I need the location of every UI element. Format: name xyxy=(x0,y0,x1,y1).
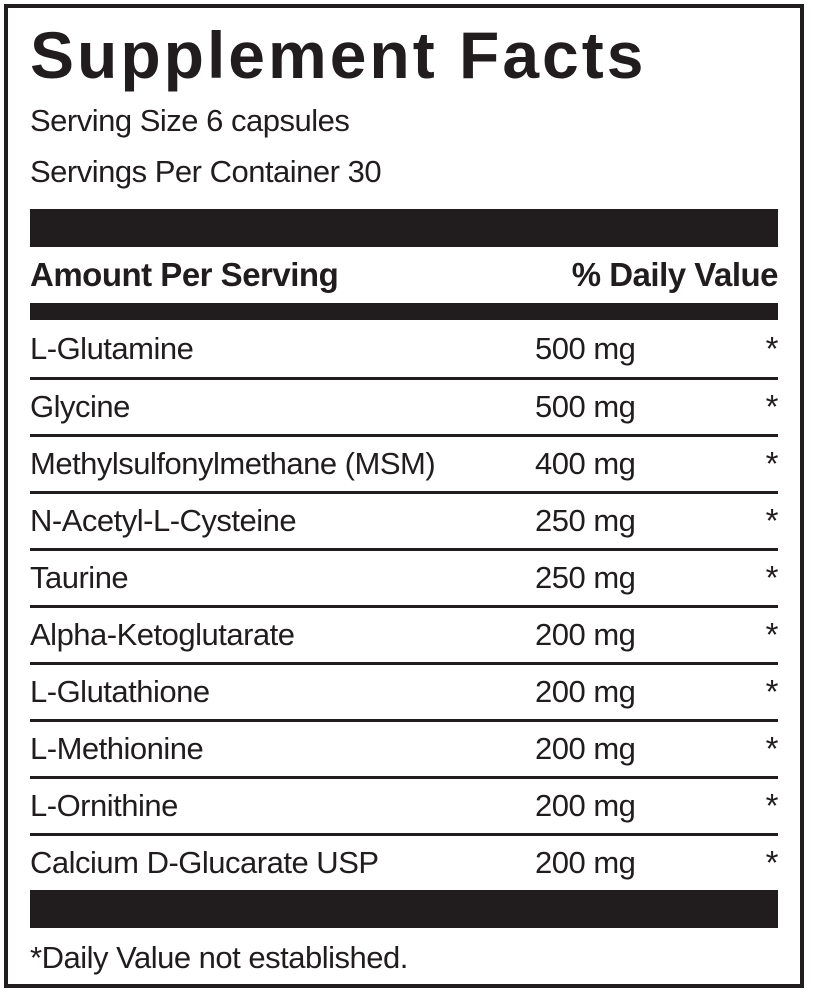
ingredient-row xyxy=(30,719,778,776)
ingredient-name: N-Acetyl-L-Cysteine xyxy=(30,503,297,539)
divider-bar-top xyxy=(30,209,778,247)
ingredient-name: Glycine xyxy=(30,389,130,425)
ingredient-amount: 200 mg xyxy=(535,617,636,653)
ingredient-row xyxy=(30,776,778,833)
table-column-header xyxy=(30,247,778,303)
daily-value-asterisk: * xyxy=(765,559,778,597)
daily-value-asterisk: * xyxy=(765,502,778,540)
daily-value-asterisk: * xyxy=(765,787,778,825)
ingredient-row xyxy=(30,662,778,719)
ingredient-amount: 500 mg xyxy=(535,330,636,366)
daily-value-asterisk: * xyxy=(765,673,778,711)
ingredient-row xyxy=(30,320,778,377)
daily-value-asterisk: * xyxy=(765,844,778,882)
daily-value-asterisk: * xyxy=(765,616,778,654)
ingredient-amount: 200 mg xyxy=(535,674,636,710)
amount-per-serving-header: Amount Per Serving xyxy=(30,256,339,294)
daily-value-header: % Daily Value xyxy=(571,256,778,294)
ingredient-name: L-Methionine xyxy=(30,731,204,767)
divider-bar-bottom xyxy=(30,890,778,928)
ingredient-row xyxy=(30,605,778,662)
servings-per-container-text: Servings Per Container 30 xyxy=(30,154,382,190)
serving-size-text: Serving Size 6 capsules xyxy=(30,103,350,139)
ingredient-row xyxy=(30,833,778,890)
ingredient-amount: 200 mg xyxy=(535,845,636,881)
ingredient-name: Methylsulfonylmethane (MSM) xyxy=(30,446,436,482)
daily-value-asterisk: * xyxy=(765,329,778,367)
ingredient-name: L-Ornithine xyxy=(30,788,178,824)
ingredient-amount: 400 mg xyxy=(535,446,636,482)
supplement-facts-label xyxy=(4,4,804,988)
ingredient-amount: 500 mg xyxy=(535,389,636,425)
ingredient-name: L-Glutathione xyxy=(30,674,210,710)
daily-value-asterisk: * xyxy=(765,445,778,483)
ingredient-name: Calcium D-Glucarate USP xyxy=(30,845,379,881)
label-title: Supplement Facts xyxy=(30,18,647,92)
ingredient-table xyxy=(30,320,778,890)
daily-value-footnote: *Daily Value not established. xyxy=(30,940,408,976)
ingredient-name: Alpha-Ketoglutarate xyxy=(30,617,295,653)
ingredient-amount: 250 mg xyxy=(535,503,636,539)
daily-value-asterisk: * xyxy=(765,730,778,768)
ingredient-amount: 250 mg xyxy=(535,560,636,596)
ingredient-amount: 200 mg xyxy=(535,788,636,824)
ingredient-row xyxy=(30,377,778,434)
daily-value-asterisk: * xyxy=(765,388,778,426)
ingredient-row xyxy=(30,434,778,491)
ingredient-name: L-Glutamine xyxy=(30,330,194,366)
ingredient-amount: 200 mg xyxy=(535,731,636,767)
ingredient-name: Taurine xyxy=(30,560,129,596)
ingredient-row xyxy=(30,491,778,548)
divider-bar-header xyxy=(30,303,778,320)
ingredient-row xyxy=(30,548,778,605)
